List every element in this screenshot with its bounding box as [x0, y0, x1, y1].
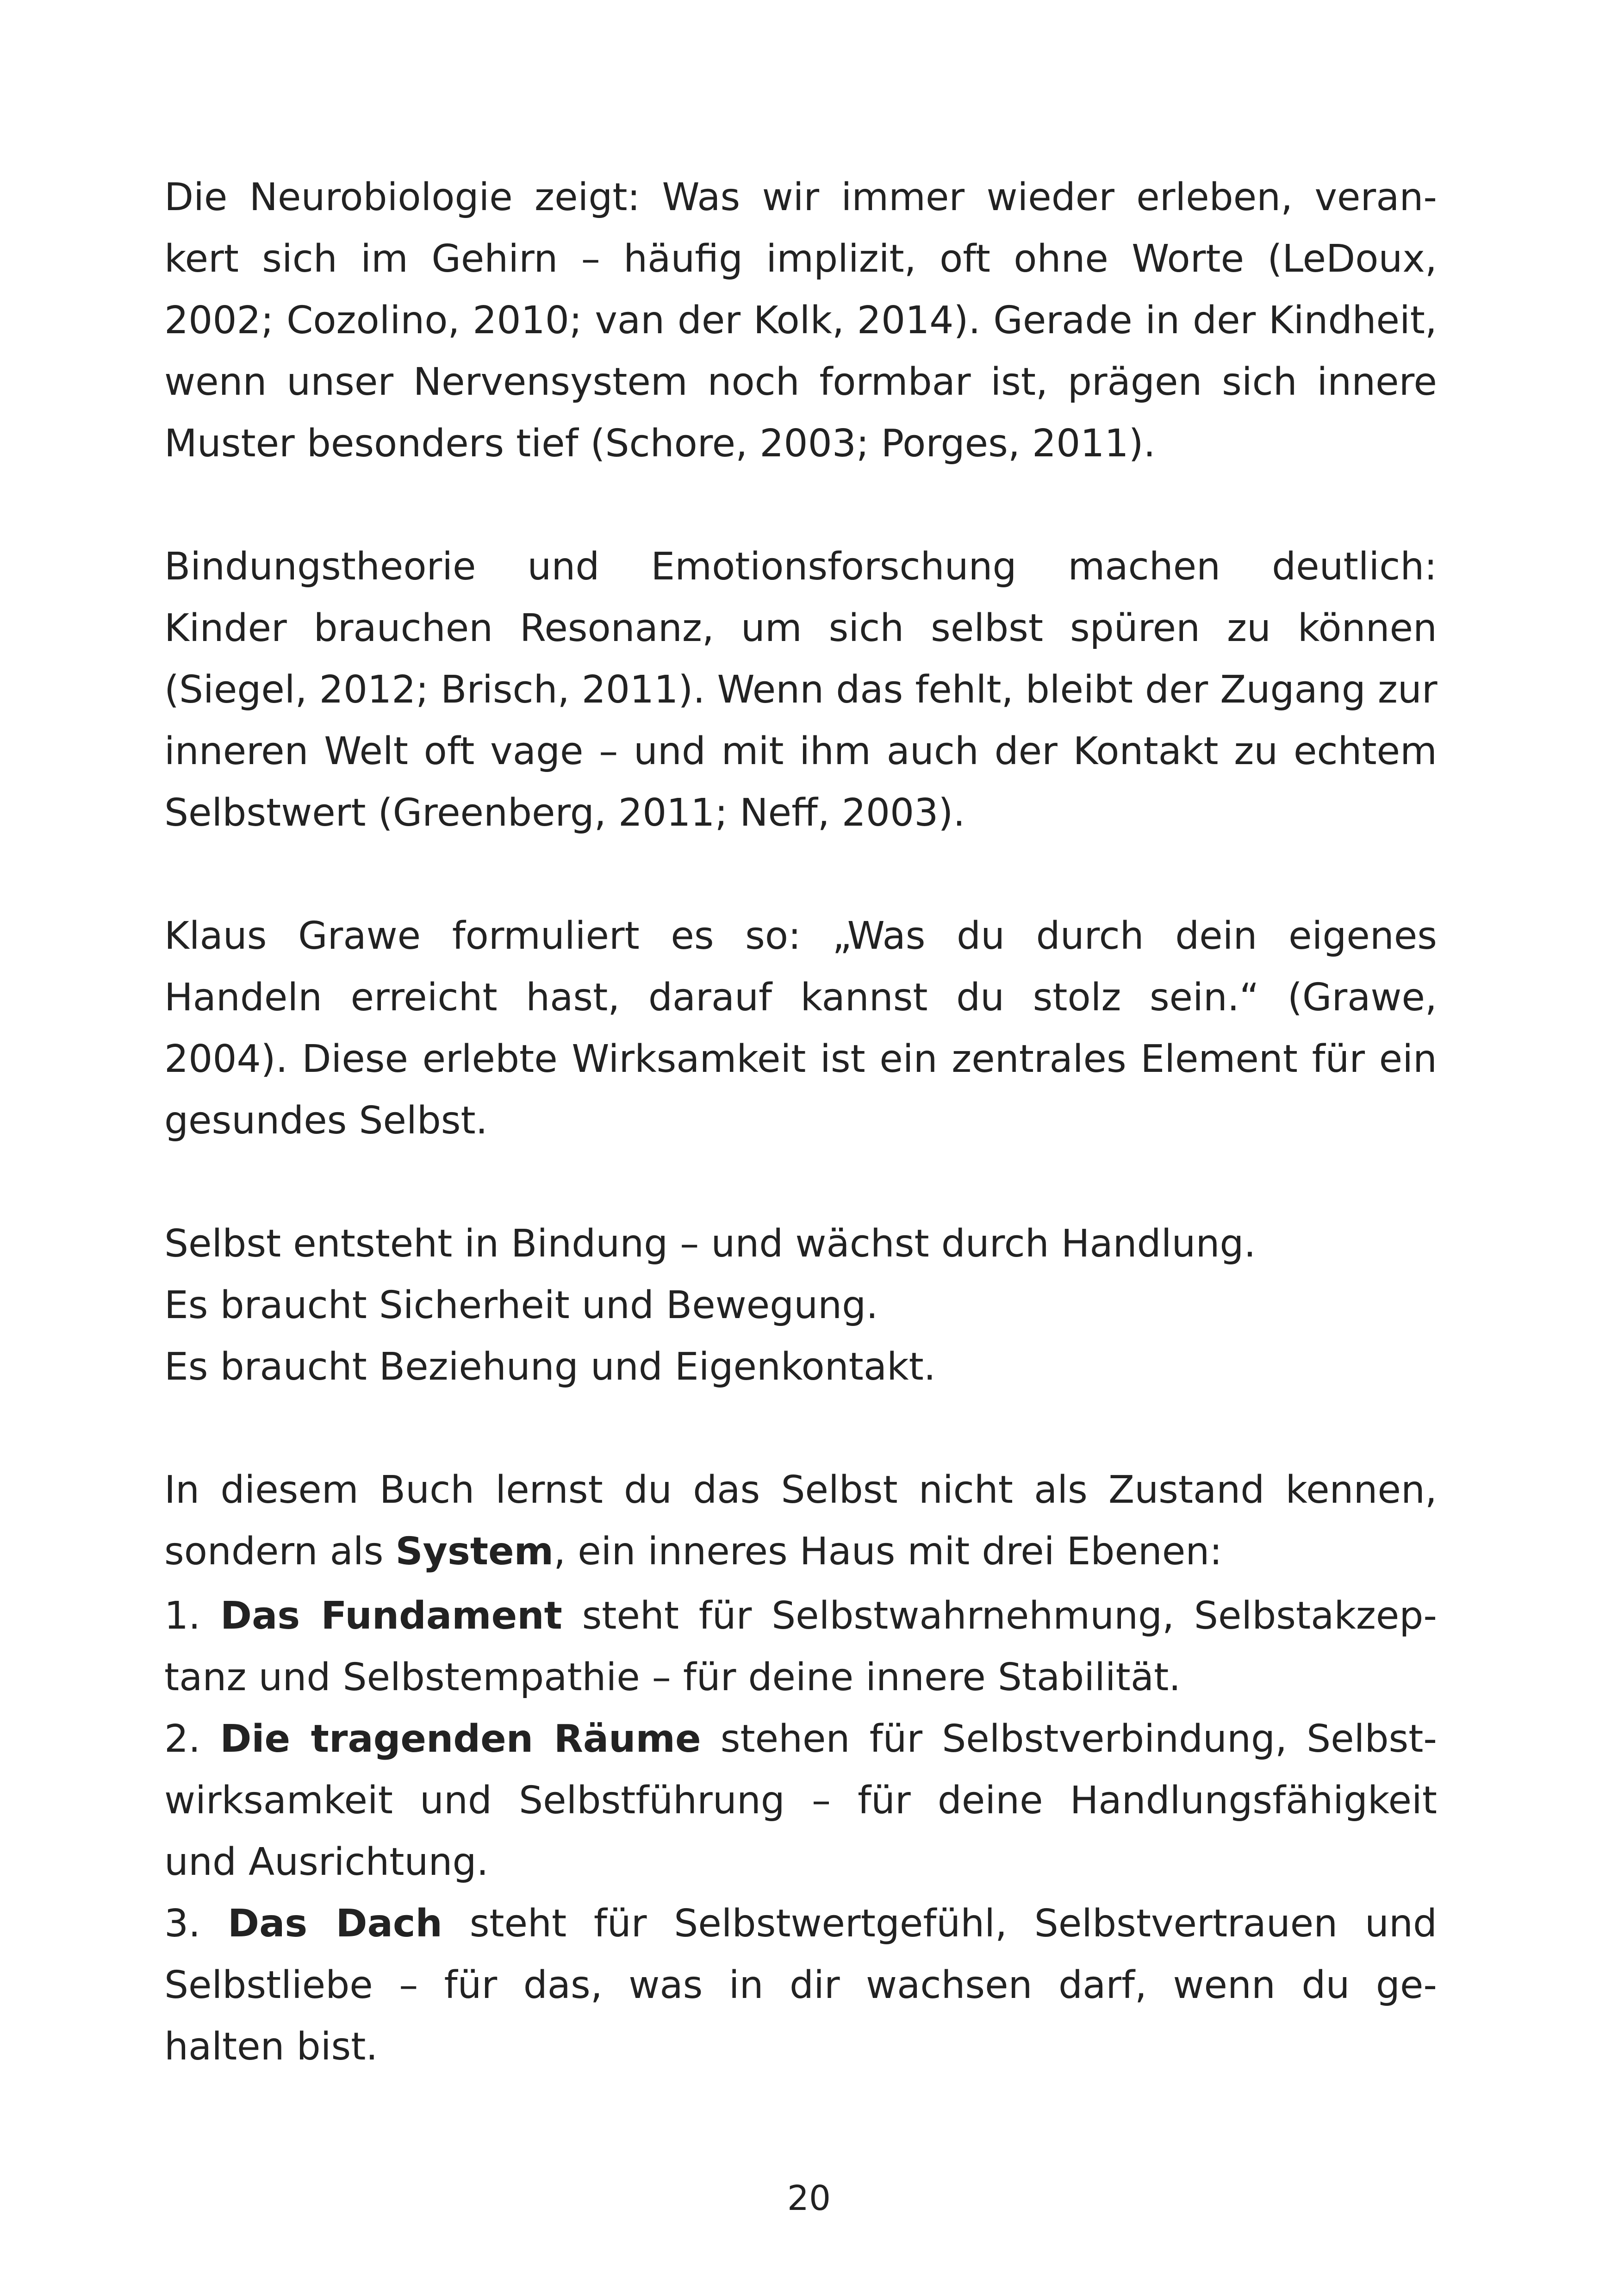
text-line: wenn unser Nervensystem noch formbar ist, prägen sich innere — [164, 360, 1437, 404]
text-line: Muster besonders tief (Schore, 2003; Porges, 2011). — [164, 422, 1156, 466]
list-number: 1. — [164, 1594, 220, 1638]
paragraph-self-statements — [164, 1213, 1437, 1398]
text-line: (Siegel, 2012; Brisch, 2011). Wenn das fehlt, bleibt der Zugang zur — [164, 668, 1438, 712]
text-line: Kinder brauchen Resonanz, um sich selbst spüren zu können — [164, 606, 1437, 650]
text-line: Die Neurobiologie zeigt: Was wir immer wieder erleben, veran- — [164, 175, 1437, 219]
text-line: Selbstwert (Greenberg, 2011; Neff, 2003). — [164, 791, 965, 835]
text-line: 2004). Diese erlebte Wirksamkeit ist ein zentrales Element für ein — [164, 1037, 1437, 1081]
text-run: steht für Selbstwertgefühl, Selbstvertrauen und — [442, 1902, 1437, 1946]
paragraph-attachment-theory — [164, 536, 1437, 844]
text-run: steht für Selbstwahrnehmung, Selbstakzep- — [562, 1594, 1438, 1638]
page-number: 20 — [787, 2178, 831, 2218]
text-line: Es braucht Beziehung und Eigenkontakt. — [164, 1345, 936, 1389]
paragraph-spacer — [164, 1151, 1437, 1213]
text-line — [164, 1708, 1437, 1770]
text-line — [164, 1521, 1437, 1582]
text-line: 2002; Cozolino, 2010; van der Kolk, 2014). Gerade in der Kindheit, — [164, 299, 1437, 342]
list-number: 3. — [164, 1902, 228, 1946]
text-line: Es braucht Sicherheit und Bewegung. — [164, 1283, 878, 1327]
text-run: stehen für Selbstverbindung, Selbst- — [701, 1717, 1437, 1761]
paragraph-book-intro — [164, 1459, 1437, 1582]
bold-term-supporting-rooms: Die tragenden Räume — [220, 1717, 701, 1761]
text-line: In diesem Buch lernst du das Selbst nicht als Zustand kennen, — [164, 1468, 1437, 1512]
text-line: tanz und Selbstempathie – für deine innere Stabilität. — [164, 1655, 1181, 1699]
paragraph-grawe-quote — [164, 905, 1437, 1151]
text-run: , ein inneres Haus mit drei Ebenen: — [554, 1530, 1222, 1574]
paragraph-spacer — [164, 844, 1437, 905]
text-line: gesundes Selbst. — [164, 1099, 488, 1143]
bold-term-system: System — [395, 1530, 554, 1574]
text-line: Selbst entsteht in Bindung – und wächst durch Handlung. — [164, 1222, 1256, 1266]
text-run: sondern als — [164, 1530, 396, 1574]
page-body — [164, 167, 1437, 2078]
text-line: halten bist. — [164, 2025, 378, 2069]
text-line: Bindungstheorie und Emotionsforschung machen deutlich: — [164, 545, 1437, 589]
list-item-supporting-rooms — [164, 1708, 1437, 1893]
text-line: und Ausrichtung. — [164, 1840, 489, 1884]
list-item-foundation — [164, 1585, 1437, 1708]
list-item-roof — [164, 1893, 1437, 2078]
text-line: Klaus Grawe formuliert es so: „Was du durch dein eigenes — [164, 914, 1437, 958]
text-line: Selbstliebe – für das, was in dir wachsen darf, wenn du ge- — [164, 1963, 1437, 2007]
bold-term-foundation: Das Fundament — [220, 1594, 562, 1638]
list-number: 2. — [164, 1717, 220, 1761]
paragraph-neurobiology — [164, 167, 1437, 474]
text-line: Handeln erreicht hast, darauf kannst du stolz sein.“ (Grawe, — [164, 976, 1437, 1020]
levels-list — [164, 1585, 1437, 2078]
paragraph-spacer — [164, 1398, 1437, 1459]
text-line: inneren Welt oft vage – und mit ihm auch der Kontakt zu echtem — [164, 729, 1437, 773]
bold-term-roof: Das Dach — [228, 1902, 442, 1946]
text-line — [164, 1585, 1437, 1647]
paragraph-spacer — [164, 474, 1437, 536]
text-line: wirksamkeit und Selbstführung – für deine Handlungsfähigkeit — [164, 1779, 1437, 1823]
text-line: kert sich im Gehirn – häufig implizit, oft ohne Worte (LeDoux, — [164, 237, 1437, 281]
text-line — [164, 1893, 1437, 1954]
